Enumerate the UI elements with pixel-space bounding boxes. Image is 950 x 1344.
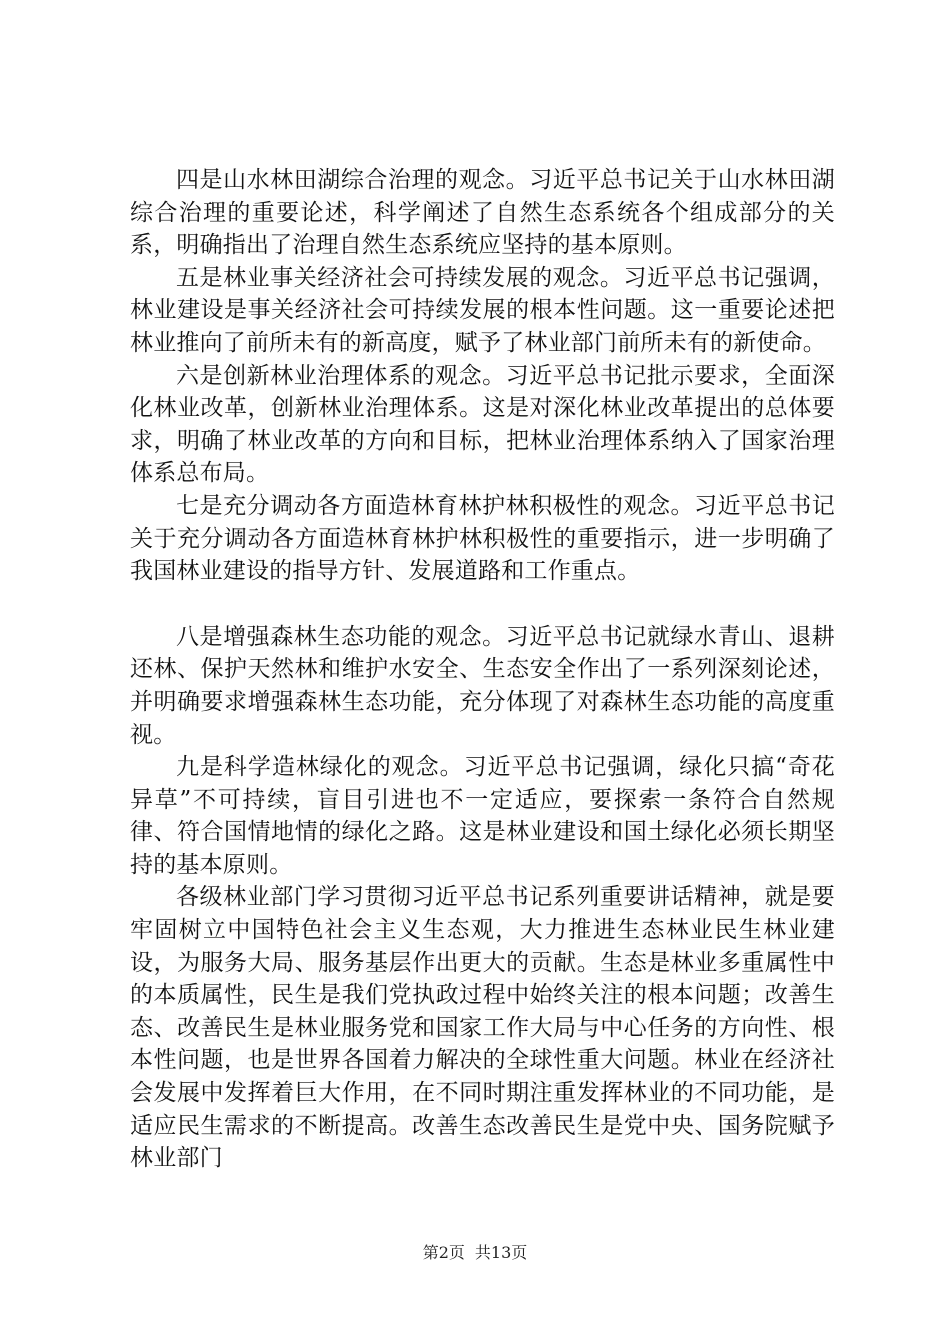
paragraph-7: 七是充分调动各方面造林育林护林积极性的观念。习近平总书记关于充分调动各方面造林育林护林积极性的重要指示，进一步明确了我国林业建设的指导方针、发展道路和工作重点。	[130, 492, 835, 585]
page-number: 第2页	[422, 1243, 465, 1262]
paragraph-6: 六是创新林业治理体系的观念。习近平总书记批示要求，全面深化林业改革，创新林业治理体系。这是对深化林业改革提出的总体要求，明确了林业改革的方向和目标，把林业治理体系纳入了国家治理体系总布局。	[130, 362, 835, 487]
paragraph-4: 四是山水林田湖综合治理的观念。习近平总书记关于山水林田湖综合治理的重要论述，科学阐述了自然生态系统各个组成部分的关系，明确指出了治理自然生态系统应坚持的基本原则。	[130, 167, 835, 259]
page-footer	[0, 1240, 950, 1263]
page-total: 共13页	[474, 1243, 528, 1262]
paragraph-8: 八是增强森林生态功能的观念。习近平总书记就绿水青山、退耕还林、保护天然林和维护水安全、生态安全作出了一系列深刻论述，并明确要求增强森林生态功能，充分体现了对森林生态功能的高度重视。	[130, 623, 835, 748]
document-body	[130, 164, 835, 1175]
paragraph-summary: 各级林业部门学习贯彻习近平总书记系列重要讲话精神，就是要牢固树立中国特色社会主义生态观，大力推进生态林业民生林业建设，为服务大局、服务基层作出更大的贡献。生态是林业多重属性中的本质属性，民生是我们党执政过程中始终关注的根本问题；改善生态、改善民生是林业服务党和国家工作大局与中心任务的方向性、根本性问题，也是世界各国着力解决的全球性重大问题。林业在经济社会发展中发挥着巨大作用，在不同时期注重发挥林业的不同功能，是适应民生需求的不断提高。改善生态改善民生是党中央、国务院赋予林业部门	[130, 884, 835, 1172]
paragraph-9: 九是科学造林绿化的观念。习近平总书记强调，绿化只搞“奇花异草”不可持续，盲目引进也不一定适应，要探索一条符合自然规律、符合国情地情的绿化之路。这是林业建设和国土绿化必须长期坚持的基本原则。	[130, 754, 835, 878]
paragraph-5: 五是林业事关经济社会可持续发展的观念。习近平总书记强调，林业建设是事关经济社会可持续发展的根本性问题。这一重要论述把林业推向了前所未有的新高度，赋予了林业部门前所未有的新使命。	[130, 264, 835, 356]
